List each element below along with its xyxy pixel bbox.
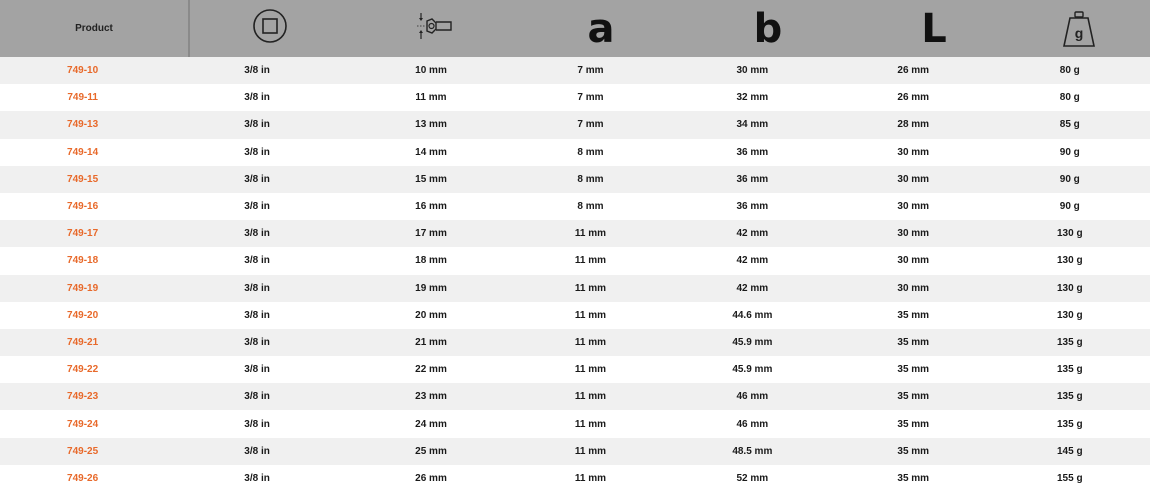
letter-l-label: L bbox=[921, 5, 947, 52]
dimension-b-cell: 45.9 mm bbox=[732, 364, 773, 376]
dimension-a-cell: 11 mm bbox=[574, 255, 607, 267]
drive-size-cell: 3/8 in bbox=[244, 255, 270, 267]
dimension-b-cell: 45.9 mm bbox=[732, 336, 773, 348]
drive-size-cell: 3/8 in bbox=[244, 336, 270, 348]
drive-size-cell: 3/8 in bbox=[244, 445, 270, 457]
dimension-a-cell: 7 mm bbox=[577, 92, 604, 104]
weight-cell: 135 g bbox=[1057, 336, 1083, 348]
drive-size-cell: 3/8 in bbox=[244, 418, 270, 430]
weight-cell: 135 g bbox=[1057, 364, 1083, 376]
wrench-size-cell: 18 mm bbox=[415, 255, 447, 267]
table-row bbox=[0, 383, 1150, 410]
product-code-cell[interactable]: 749-20 bbox=[67, 309, 99, 321]
length-l-cell: 30 mm bbox=[897, 173, 930, 185]
product-code-cell[interactable]: 749-24 bbox=[67, 418, 99, 430]
header-dimension-b bbox=[682, 0, 854, 57]
dimension-a-cell: 11 mm bbox=[574, 472, 607, 484]
product-code-cell[interactable]: 749-23 bbox=[67, 391, 99, 403]
length-l-cell: 35 mm bbox=[897, 309, 930, 321]
letter-b-label: b bbox=[753, 5, 783, 52]
wrench-size-cell: 15 mm bbox=[415, 173, 447, 185]
letter-a-label: a bbox=[587, 5, 615, 52]
dimension-a-cell: 11 mm bbox=[574, 418, 607, 430]
length-l-cell: 30 mm bbox=[897, 201, 930, 213]
dimension-a-cell: 11 mm bbox=[574, 364, 607, 376]
dimension-a-cell: 7 mm bbox=[577, 65, 604, 77]
length-l-cell: 30 mm bbox=[897, 228, 930, 240]
length-l-cell: 30 mm bbox=[897, 255, 930, 267]
dimension-a-cell: 11 mm bbox=[574, 309, 607, 321]
wrench-size-icon bbox=[415, 11, 455, 46]
product-code-cell[interactable]: 749-14 bbox=[67, 146, 99, 158]
product-code-cell[interactable]: 749-10 bbox=[67, 65, 99, 77]
product-code-cell[interactable]: 749-25 bbox=[67, 445, 99, 457]
length-l-cell: 35 mm bbox=[897, 472, 930, 484]
wrench-size-cell: 21 mm bbox=[415, 336, 447, 348]
dimension-b-cell: 32 mm bbox=[736, 92, 769, 104]
drive-size-cell: 3/8 in bbox=[244, 173, 270, 185]
product-code-cell[interactable]: 749-17 bbox=[67, 228, 99, 240]
drive-size-cell: 3/8 in bbox=[244, 228, 270, 240]
weight-cell: 90 g bbox=[1059, 146, 1080, 158]
square-drive-icon bbox=[252, 8, 288, 49]
weight-unit-label: g bbox=[1074, 24, 1084, 41]
drive-size-cell: 3/8 in bbox=[244, 364, 270, 376]
header-square-drive bbox=[190, 0, 350, 57]
dimension-b-cell: 52 mm bbox=[736, 472, 769, 484]
dimension-b-cell: 46 mm bbox=[736, 418, 769, 430]
product-code-cell[interactable]: 749-16 bbox=[67, 201, 99, 213]
dimension-a-cell: 11 mm bbox=[574, 445, 607, 457]
wrench-size-cell: 25 mm bbox=[415, 445, 447, 457]
weight-cell: 145 g bbox=[1057, 445, 1083, 457]
length-l-cell: 30 mm bbox=[897, 146, 930, 158]
length-l-cell: 26 mm bbox=[897, 65, 930, 77]
wrench-size-cell: 14 mm bbox=[415, 146, 447, 158]
wrench-size-cell: 11 mm bbox=[415, 92, 447, 104]
weight-cell: 80 g bbox=[1059, 65, 1080, 77]
weight-icon bbox=[1061, 10, 1097, 48]
dimension-a-cell: 7 mm bbox=[577, 119, 604, 131]
dimension-b-cell: 42 mm bbox=[736, 255, 769, 267]
header-product: Product bbox=[0, 0, 190, 57]
wrench-size-cell: 10 mm bbox=[415, 65, 447, 77]
dimension-a-cell: 8 mm bbox=[577, 173, 604, 185]
dimension-b-cell: 30 mm bbox=[736, 65, 769, 77]
dimension-a-cell: 11 mm bbox=[574, 391, 607, 403]
drive-size-cell: 3/8 in bbox=[244, 146, 270, 158]
weight-cell: 90 g bbox=[1059, 173, 1080, 185]
table-row bbox=[0, 302, 1150, 329]
length-l-cell: 35 mm bbox=[897, 391, 930, 403]
dimension-b-cell: 42 mm bbox=[736, 228, 769, 240]
length-l-cell: 28 mm bbox=[897, 119, 930, 131]
wrench-size-cell: 20 mm bbox=[415, 309, 447, 321]
table-row bbox=[0, 57, 1150, 84]
dimension-b-cell: 34 mm bbox=[736, 119, 769, 131]
wrench-size-cell: 13 mm bbox=[415, 119, 447, 131]
product-code-cell[interactable]: 749-19 bbox=[67, 282, 99, 294]
table-row bbox=[0, 166, 1150, 193]
drive-size-cell: 3/8 in bbox=[244, 65, 270, 77]
dimension-b-cell: 36 mm bbox=[736, 201, 769, 213]
product-code-cell[interactable]: 749-18 bbox=[67, 255, 99, 267]
length-l-cell: 35 mm bbox=[897, 336, 930, 348]
table-row bbox=[0, 139, 1150, 166]
product-code-cell[interactable]: 749-26 bbox=[67, 472, 99, 484]
weight-cell: 130 g bbox=[1057, 309, 1083, 321]
table-row bbox=[0, 465, 1150, 492]
weight-cell: 130 g bbox=[1057, 255, 1083, 267]
table-row bbox=[0, 220, 1150, 247]
header-length-l bbox=[854, 0, 1014, 57]
table-row bbox=[0, 111, 1150, 138]
dimension-b-cell: 48.5 mm bbox=[732, 445, 773, 457]
wrench-size-cell: 26 mm bbox=[415, 472, 447, 484]
table-row bbox=[0, 247, 1150, 274]
weight-cell: 85 g bbox=[1059, 119, 1080, 131]
drive-size-cell: 3/8 in bbox=[244, 391, 270, 403]
drive-size-cell: 3/8 in bbox=[244, 309, 270, 321]
wrench-size-cell: 24 mm bbox=[415, 418, 447, 430]
table-row bbox=[0, 410, 1150, 437]
dimension-a-cell: 11 mm bbox=[574, 228, 607, 240]
dimension-b-cell: 36 mm bbox=[736, 146, 769, 158]
header-wrench-size bbox=[350, 0, 520, 57]
table-header bbox=[0, 0, 1150, 57]
dimension-a-cell: 8 mm bbox=[577, 201, 604, 213]
length-l-cell: 35 mm bbox=[897, 364, 930, 376]
table-row bbox=[0, 438, 1150, 465]
drive-size-cell: 3/8 in bbox=[244, 119, 270, 131]
weight-cell: 130 g bbox=[1057, 228, 1083, 240]
drive-size-cell: 3/8 in bbox=[244, 92, 270, 104]
dimension-b-cell: 36 mm bbox=[736, 173, 769, 185]
dimension-b-cell: 44.6 mm bbox=[732, 309, 773, 321]
product-code-cell[interactable]: 749-22 bbox=[67, 364, 99, 376]
table-row bbox=[0, 329, 1150, 356]
wrench-size-cell: 16 mm bbox=[415, 201, 447, 213]
table-row bbox=[0, 84, 1150, 111]
dimension-b-cell: 46 mm bbox=[736, 391, 769, 403]
drive-size-cell: 3/8 in bbox=[244, 201, 270, 213]
dimension-b-cell: 42 mm bbox=[736, 282, 769, 294]
product-code-cell[interactable]: 749-15 bbox=[67, 173, 99, 185]
table-row bbox=[0, 275, 1150, 302]
product-code-cell[interactable]: 749-21 bbox=[67, 336, 99, 348]
dimension-a-cell: 8 mm bbox=[577, 146, 604, 158]
length-l-cell: 26 mm bbox=[897, 92, 930, 104]
weight-cell: 155 g bbox=[1057, 472, 1083, 484]
header-dimension-a bbox=[520, 0, 682, 57]
header-weight bbox=[1014, 0, 1144, 57]
length-l-cell: 35 mm bbox=[897, 418, 930, 430]
table-row bbox=[0, 356, 1150, 383]
length-l-cell: 30 mm bbox=[897, 282, 930, 294]
weight-cell: 90 g bbox=[1059, 201, 1080, 213]
dimension-a-cell: 11 mm bbox=[574, 336, 607, 348]
drive-size-cell: 3/8 in bbox=[244, 472, 270, 484]
wrench-size-cell: 19 mm bbox=[415, 282, 447, 294]
weight-cell: 80 g bbox=[1059, 92, 1080, 104]
drive-size-cell: 3/8 in bbox=[244, 282, 270, 294]
wrench-size-cell: 17 mm bbox=[415, 228, 447, 240]
table-body bbox=[0, 57, 1150, 492]
weight-cell: 135 g bbox=[1057, 391, 1083, 403]
dimension-a-cell: 11 mm bbox=[574, 282, 607, 294]
table-row bbox=[0, 193, 1150, 220]
product-code-cell[interactable]: 749-13 bbox=[67, 119, 99, 131]
length-l-cell: 35 mm bbox=[897, 445, 930, 457]
weight-cell: 130 g bbox=[1057, 282, 1083, 294]
product-code-cell[interactable]: 749-11 bbox=[67, 92, 98, 104]
wrench-size-cell: 23 mm bbox=[415, 391, 447, 403]
weight-cell: 135 g bbox=[1057, 418, 1083, 430]
wrench-size-cell: 22 mm bbox=[415, 364, 447, 376]
